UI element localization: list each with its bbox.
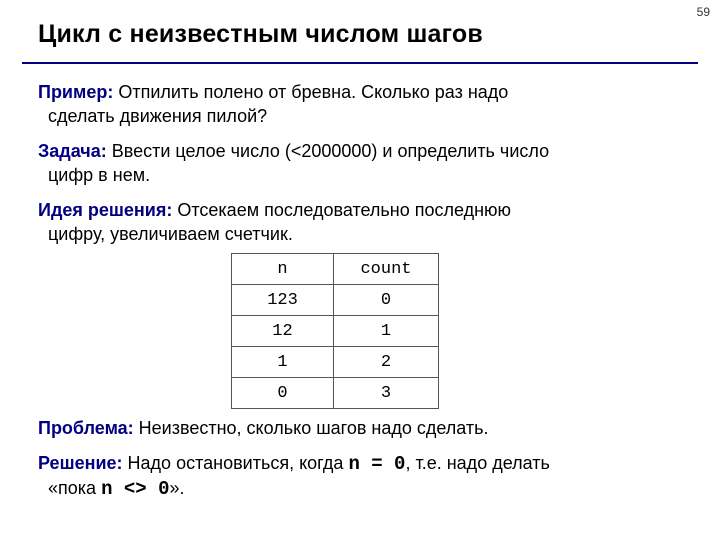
idea-text-continued: цифру, увеличиваем счетчик. xyxy=(48,224,293,244)
header-n: n xyxy=(232,254,334,285)
table-row xyxy=(232,378,439,409)
example-text-continued: сделать движения пилой? xyxy=(48,106,268,126)
cell-n: 123 xyxy=(232,285,334,316)
cell-count: 0 xyxy=(334,285,439,316)
cell-count: 1 xyxy=(334,316,439,347)
cell-count: 3 xyxy=(334,378,439,409)
problem-keyword: Проблема: xyxy=(38,418,134,438)
solution-text-a: Надо остановиться, когда xyxy=(127,453,344,473)
solution-code-b: n <> 0 xyxy=(101,478,170,500)
slide-title: Цикл с неизвестным числом шагов xyxy=(38,20,483,48)
solution-cont-b: ». xyxy=(169,478,185,498)
task-text: Ввести целое число (<2000000) и определить число xyxy=(111,141,550,161)
solution-keyword: Решение: xyxy=(38,453,123,473)
example-text: Отпилить полено от бревна. Сколько раз надо xyxy=(118,82,509,102)
cell-n: 1 xyxy=(232,347,334,378)
task-text-continued: цифр в нем. xyxy=(48,165,151,185)
idea-paragraph xyxy=(38,198,688,246)
trace-table xyxy=(231,253,439,409)
table-row xyxy=(232,316,439,347)
task-keyword: Задача: xyxy=(38,141,107,161)
solution-cont-a: «пока xyxy=(48,478,97,498)
solution-continued xyxy=(38,476,688,501)
problem-paragraph xyxy=(38,416,688,440)
solution-code-a: n = 0 xyxy=(348,453,406,475)
title-divider xyxy=(22,62,698,64)
table-header-row xyxy=(232,254,439,285)
cell-n: 0 xyxy=(232,378,334,409)
page-number: 59 xyxy=(696,5,710,19)
table-row xyxy=(232,347,439,378)
task-paragraph xyxy=(38,139,688,187)
problem-text: Неизвестно, сколько шагов надо сделать. xyxy=(138,418,489,438)
example-paragraph xyxy=(38,80,688,128)
cell-count: 2 xyxy=(334,347,439,378)
example-keyword: Пример: xyxy=(38,82,114,102)
table-row xyxy=(232,285,439,316)
cell-n: 12 xyxy=(232,316,334,347)
header-count: count xyxy=(334,254,439,285)
solution-text-b: , т.е. надо делать xyxy=(405,453,550,473)
solution-paragraph xyxy=(38,451,688,501)
idea-text: Отсекаем последовательно последнюю xyxy=(177,200,512,220)
idea-keyword: Идея решения: xyxy=(38,200,173,220)
